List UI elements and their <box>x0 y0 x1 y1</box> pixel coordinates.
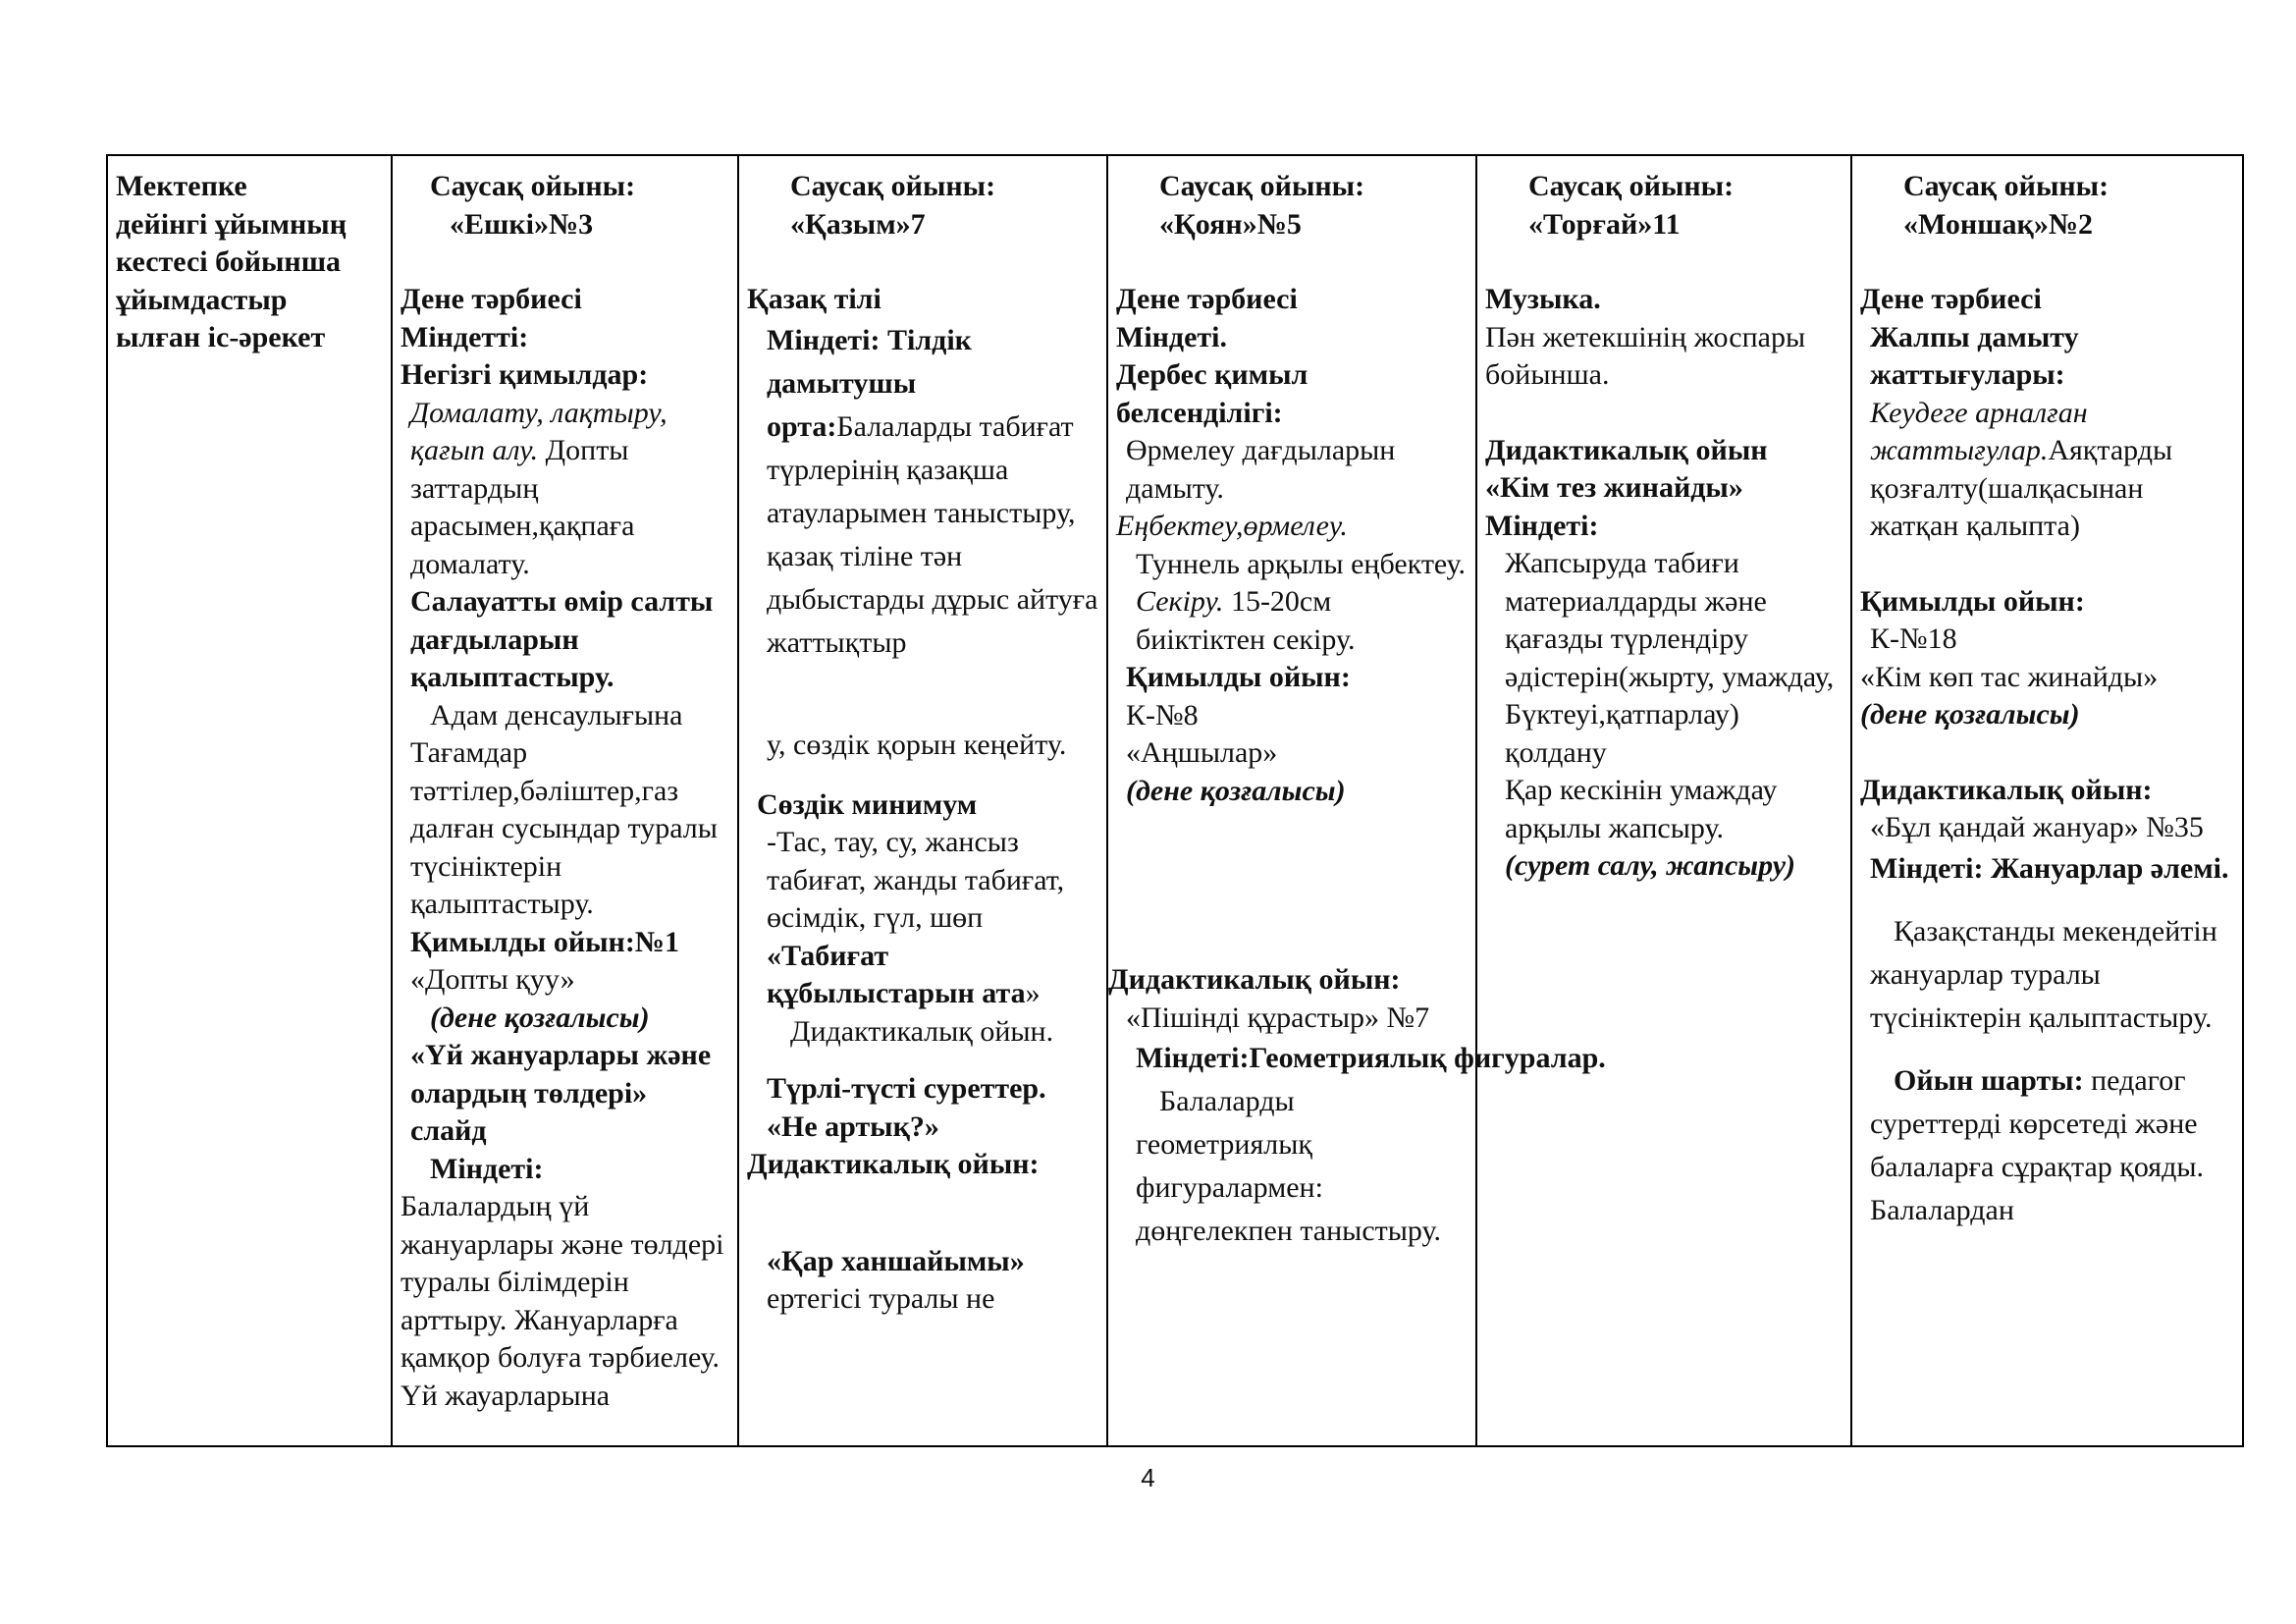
day-cell-5 <box>1851 155 2243 1446</box>
health-text: Адам денсаулығына Тағамдар тәттілер,бәліштер,газ далған сусындар туралы түсініктерін қалыптастыру. <box>410 698 718 920</box>
active-game-title: Қимылды ойын: <box>1860 584 2085 618</box>
active-game-note: (дене қозғалысы) <box>430 1001 650 1034</box>
active-game-title: Қимылды ойын: <box>1126 661 1351 693</box>
task-note: (сурет салу, жапсыру) <box>1505 849 1796 882</box>
didactic-task: Міндеті: Жануарлар әлемі. <box>1870 851 2229 885</box>
finger-game-name: «Ешкі»№3 <box>450 207 594 241</box>
active-game-note: (дене қозғалысы) <box>1126 774 1346 807</box>
day-cell-4 <box>1476 155 1851 1446</box>
active-game-title: Қимылды ойын:№1 <box>410 925 679 958</box>
extra-game-title: «Не артық?» <box>767 1110 939 1143</box>
finger-game-name: «Торғай»11 <box>1528 207 1681 241</box>
tale-text: ертегісі туралы не <box>767 1282 995 1315</box>
table-row <box>107 155 2243 1446</box>
active-game-note: (дене қозғалысы) <box>1860 698 2080 731</box>
task-label: Міндеті. <box>1116 320 1227 353</box>
moves-text: Допты заттардың арасымен,қақпаға домалату. <box>410 434 635 580</box>
page-number: 4 <box>1141 1463 1155 1492</box>
health-title: Салауатты өмір салты дағдыларын қалыптастыру. <box>410 585 714 693</box>
jump-text: 15-20см биіктіктен секіру. <box>1136 585 1356 656</box>
slide-text: Балалардың үй жануарлары және төлдері туралы білімдерін арттыру. Жануарларға қамқор болуға тәрбиелеу. Үй жауарларына <box>400 1190 724 1412</box>
phenomena-close: » <box>1025 977 1041 1009</box>
task-label: Міндетті: <box>400 320 529 353</box>
exercises-italic: Кеудеге арналған жаттығулар. <box>1870 396 2088 466</box>
row-label-line: дейінгі ұйымның <box>116 207 347 241</box>
tale-title: «Қар ханшайымы» <box>767 1244 1025 1277</box>
finger-game-title: Саусақ ойыны: <box>1528 170 1735 202</box>
finger-game-title: Саусақ ойыны: <box>790 170 996 202</box>
active-game-name: «Кім көп тас жинайды» <box>1860 660 2159 693</box>
subject-title: Дене тәрбиесі <box>1116 283 1298 315</box>
didactic-text: Балаларды геометриялық фигуралармен: дөңгелекпен таныстыру. <box>1136 1085 1442 1247</box>
subject-title: Дене тәрбиесі <box>400 283 582 315</box>
didactic-title: Дидактикалық ойын <box>1485 433 1768 466</box>
day-cell-2 <box>738 155 1107 1446</box>
subject-text: Пән жетекшінің жоспары бойынша. <box>1485 320 1806 391</box>
task-text-2: Қар кескінін умаждау арқылы жапсыру. <box>1505 774 1778 844</box>
active-game-code: К-№8 <box>1126 698 1199 731</box>
phenomena-title: «Табиғат құбылыстарын ата <box>767 939 1026 1009</box>
finger-game-name: «Қазым»7 <box>790 207 926 241</box>
active-game-name: «Допты қуу» <box>410 963 575 996</box>
row-label-cell <box>107 155 392 1446</box>
finger-game-title: Саусақ ойыны: <box>1903 170 2109 202</box>
activity-text: Өрмелеу дағдыларын дамыту. <box>1126 434 1396 505</box>
didactic-text: Қазақстанды мекендейтін жануарлар туралы түсініктерін қалыптастыру. <box>1870 914 2217 1034</box>
didactic-title: Дидактикалық ойын: <box>1860 773 2153 806</box>
activity-title: Дербес қимыл белсенділігі: <box>1116 358 1308 429</box>
finger-game-title: Саусақ ойыны: <box>430 170 636 202</box>
didactic-task: Міндеті:Геометриялық фигуралар. <box>1136 1042 1606 1074</box>
didactic-title: Дидактикалық ойын: <box>747 1148 1040 1180</box>
slide-title: «Үй жануарлары және олардың төлдері» слайд <box>410 1039 712 1147</box>
finger-game-name: «Моншақ»№2 <box>1903 207 2093 241</box>
slide-task-label: Міндеті: <box>430 1152 544 1185</box>
task-continuation: у, сөздік қорын кеңейту. <box>767 728 1067 761</box>
rules-title: Ойын шарты: <box>1894 1063 2084 1097</box>
subject-title: Дене тәрбиесі <box>1860 283 2042 315</box>
task-label: Міндеті: <box>1485 509 1599 542</box>
moves-italic: Домалату, лақтыру, қағып алу. <box>410 396 667 466</box>
row-label-line: Мектепке <box>116 170 247 202</box>
didactic-name: «Кім тез жинайды» <box>1485 471 1743 504</box>
crawl-italic: Еңбектеу,өрмелеу. <box>1116 510 1348 542</box>
didactic-name: «Бұл қандай жануар» №35 <box>1870 811 2204 843</box>
finger-game-title: Саусақ ойыны: <box>1159 170 1365 202</box>
moves-label: Негізгі қимылдар: <box>400 358 649 391</box>
task-text: Балаларды табиғат түрлерінің қазақша атауларымен таныстыру, қазақ тіліне тән дыбыстарды дұрыс айтуға жаттықтыр <box>767 409 1098 659</box>
subject-title: Музыка. <box>1485 283 1601 315</box>
pictures-title: Түрлі-түсті суреттер. <box>767 1072 1046 1105</box>
phenomena-note: Дидактикалық ойын. <box>790 1014 1054 1048</box>
task-text: Жапсыруда табиғи материалдарды және қағазды түрлендіру әдістерін(жырту, умаждау, Бүктеуі,қатпарлау) қолдану <box>1505 547 1835 769</box>
row-label-line: ұйымдастыр <box>116 283 288 316</box>
exercises-text: Аяқтарды қозғалту(шалқасынан жатқан қалыпта) <box>1870 434 2173 542</box>
jump-italic: Секіру. <box>1136 585 1224 618</box>
schedule-table <box>106 154 2244 1447</box>
subject-title: Қазақ тілі <box>747 283 881 315</box>
didactic-title: Дидактикалық ойын: <box>1108 963 1401 996</box>
finger-game-name: «Қоян»№5 <box>1159 207 1302 241</box>
vocab-title: Сөздік минимум <box>757 787 978 821</box>
didactic-name: «Пішінді құрастыр» №7 <box>1126 1001 1430 1034</box>
tunnel-text: Туннель арқылы еңбектеу. <box>1136 547 1466 580</box>
vocab-text: -Тас, тау, су, жансыз табиғат, жанды табиғат, өсімдік, гүл, шөп <box>767 826 1065 934</box>
row-label-line: ылған іс-әрекет <box>116 321 326 353</box>
exercises-title: Жалпы дамыту жаттығулары: <box>1870 320 2079 391</box>
row-label-line: кестесі бойынша <box>116 245 342 278</box>
task-bold: Міндеті: Тілдік дамытушы орта: <box>767 323 972 443</box>
day-cell-1 <box>392 155 738 1446</box>
rules-text: педагог суреттерді көрсетеді және балаларға сұрақтар қояды. Балалардан <box>1870 1063 2205 1226</box>
active-game-name: «Аңшылар» <box>1126 736 1278 769</box>
active-game-code: К-№18 <box>1870 623 1957 655</box>
